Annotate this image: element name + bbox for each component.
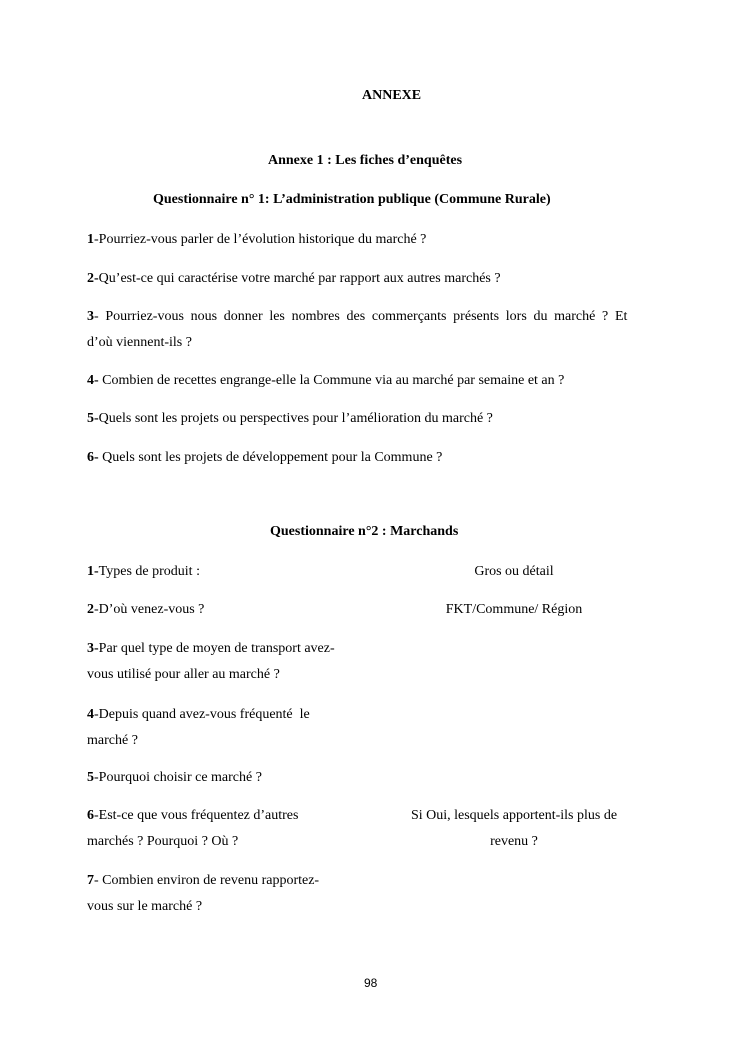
q1-question-3 [87,304,647,356]
question-number: 5- [87,411,99,426]
q2-answer-6 [394,803,634,855]
question-number: 7 [87,873,94,888]
questionnaire-2-title: Questionnaire n°2 : Marchands [270,524,459,539]
answer-continuation: revenu ? [490,834,538,849]
question-number: 6- [87,450,99,465]
q1-question-6 [87,445,647,471]
question-text: Combien de recettes engrange-elle la Commune via au marché par semaine et an ? [98,373,565,388]
questionnaire-1-title: Questionnaire n° 1: L’administration publique (Commune Rurale) [153,192,551,207]
question-continuation: vous utilisé pour aller au marché ? [87,667,280,682]
question-text: -Pourquoi choisir ce marché ? [94,770,262,785]
question-number: 1 [87,232,94,247]
q2-question-3 [87,636,387,688]
question-number: 3 [87,309,94,324]
q1-question-4 [87,368,647,394]
question-line [87,304,647,330]
q2-question-5 [87,765,387,791]
question-continuation: marché ? [87,733,138,748]
page-number: 98 [364,976,378,990]
q2-question-7 [87,868,387,920]
q1-question-2 [87,266,647,292]
question-text: -Est-ce que vous fréquentez d’autres [94,808,299,823]
q2-question-4 [87,702,387,754]
question-number: 2- [87,271,99,286]
question-text: Quels sont les projets ou perspectives pour l’amélioration du marché ? [98,411,493,426]
question-text: - Pourriez-vous nous donner les nombres des commerçants présents lors du marché ? Et [94,309,628,324]
question-number: 4- [87,373,99,388]
question-continuation: marchés ? Pourquoi ? Où ? [87,834,239,849]
question-continuation: vous sur le marché ? [87,899,203,914]
q2-answer-2: FKT/Commune/ Région [445,602,583,617]
q1-question-1 [87,227,647,253]
question-number: 1- [87,564,99,579]
question-text: Types de produit : [98,564,200,579]
question-text: -Depuis quand avez-vous fréquenté le [94,707,310,722]
q1-question-5 [87,406,647,432]
question-text: -Pourriez-vous parler de l’évolution historique du marché ? [94,232,427,247]
question-number: 3- [87,641,99,656]
q2-answer-1: Gros ou détail [474,564,554,579]
question-number: 6 [87,808,94,823]
question-number: 4 [87,707,94,722]
q2-question-2 [87,597,387,623]
question-text: Quels sont les projets de développement pour la Commune ? [98,450,443,465]
answer-line: Si Oui, lesquels apportent-ils plus de [410,808,618,823]
question-continuation: d’où viennent-ils ? [87,335,192,350]
question-text: -D’où venez-vous ? [94,602,205,617]
q2-question-6 [87,803,387,855]
page-title: ANNEXE [362,88,422,103]
question-text: - Combien environ de revenu rapportez- [94,873,320,888]
q2-question-1 [87,559,387,585]
question-text: Par quel type de moyen de transport avez- [98,641,335,656]
question-number: 2 [87,602,94,617]
question-text: Qu’est-ce qui caractérise votre marché par rapport aux autres marchés ? [98,271,501,286]
annex-title: Annexe 1 : Les fiches d’enquêtes [268,153,463,168]
question-number: 5 [87,770,94,785]
